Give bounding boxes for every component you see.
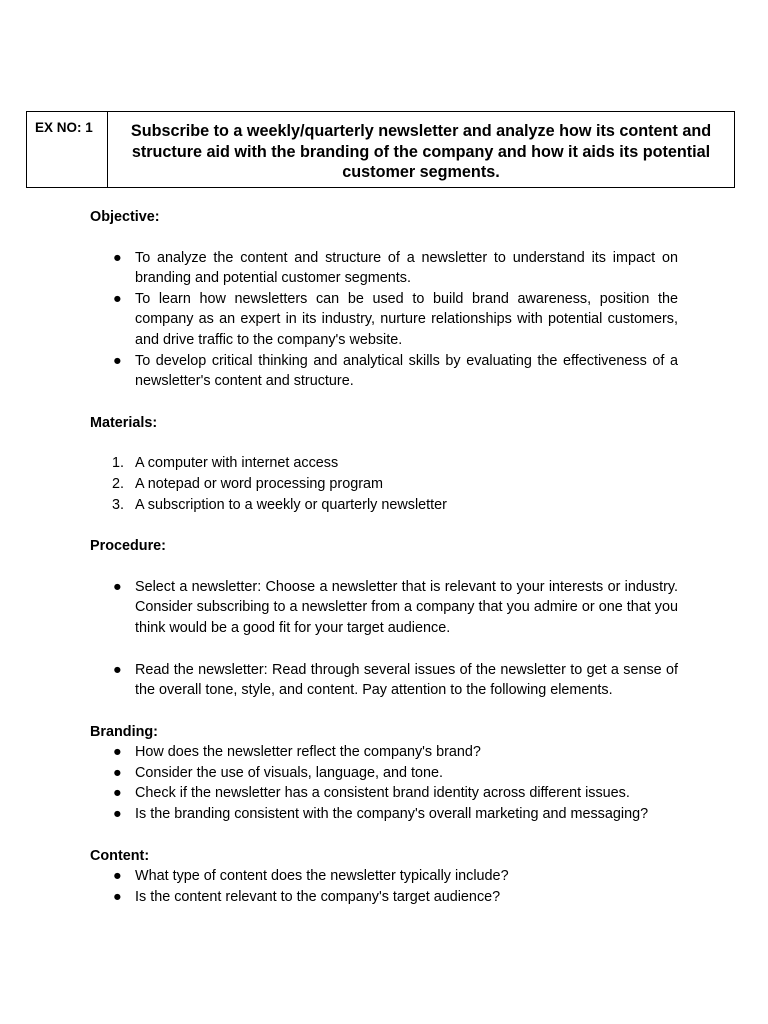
bullet-icon: ●	[113, 290, 122, 307]
list-number: 3.	[112, 496, 125, 513]
list-item: ● Consider the use of visuals, language, and tone.	[90, 763, 678, 784]
procedure-heading: Procedure:	[90, 538, 166, 555]
list-item: ● To analyze the content and structure of a newsletter to understand its impact on branding and potential customer segments.	[113, 249, 678, 287]
list-item: ● Is the branding consistent with the company's overall marketing and messaging?	[90, 804, 678, 825]
materials-list	[90, 453, 678, 515]
bullet-icon: ●	[113, 661, 122, 678]
list-item: 3. A subscription to a weekly or quarterly newsletter	[90, 495, 678, 516]
list-item: 2. A notepad or word processing program	[90, 474, 678, 495]
list-item: ● To develop critical thinking and analytical skills by evaluating the effectiveness of a newsletter's content and structure.	[113, 352, 678, 390]
branding-list	[90, 742, 678, 824]
exercise-header-table	[26, 111, 735, 188]
list-item: 1. A computer with internet access	[90, 453, 678, 474]
procedure-list	[90, 577, 678, 639]
bullet-icon: ●	[113, 578, 122, 595]
list-item: ● How does the newsletter reflect the company's brand?	[90, 742, 678, 763]
list-item: ● To learn how newsletters can be used to build brand awareness, position the company as an expert in its industry, nurture relationships with potential customers, and drive traffic to the company's website.	[113, 290, 678, 348]
bullet-icon: ●	[113, 764, 122, 781]
content-heading: Content:	[90, 847, 150, 864]
list-item: ● Check if the newsletter has a consistent brand identity across different issues.	[90, 783, 678, 804]
branding-heading: Branding:	[90, 723, 158, 740]
objective-heading: Objective:	[90, 209, 160, 225]
list-item: ● Select a newsletter: Choose a newsletter that is relevant to your interests or industry. Consider subscribing to a newsletter from a company that you admire or one that you think would be a good fit for your target audience.	[113, 578, 678, 636]
bullet-icon: ●	[113, 888, 122, 905]
list-item: ● Is the content relevant to the company's target audience?	[90, 887, 678, 908]
objective-list	[90, 248, 678, 392]
bullet-icon: ●	[113, 806, 122, 823]
materials-heading: Materials:	[90, 414, 158, 431]
document-body	[90, 207, 678, 907]
bullet-icon: ●	[113, 249, 122, 266]
bullet-icon: ●	[113, 744, 122, 761]
list-item: ● Read the newsletter: Read through several issues of the newsletter to get a sense of the overall tone, style, and content. Pay attention to the following elements.	[113, 661, 678, 699]
bullet-icon: ●	[113, 785, 122, 802]
bullet-icon: ●	[113, 868, 122, 885]
bullet-icon: ●	[113, 352, 122, 369]
exercise-title: Subscribe to a weekly/quarterly newsletter and analyze how its content and structure aid with the branding of the company and how it aids its potential customer segments.	[130, 122, 712, 181]
list-number: 2.	[112, 475, 125, 492]
content-list	[90, 866, 678, 907]
exercise-number: EX NO: 1	[27, 112, 108, 187]
list-number: 1.	[112, 455, 125, 472]
list-item: ● What type of content does the newsletter typically include?	[90, 866, 678, 887]
procedure-list-continued	[90, 660, 678, 701]
